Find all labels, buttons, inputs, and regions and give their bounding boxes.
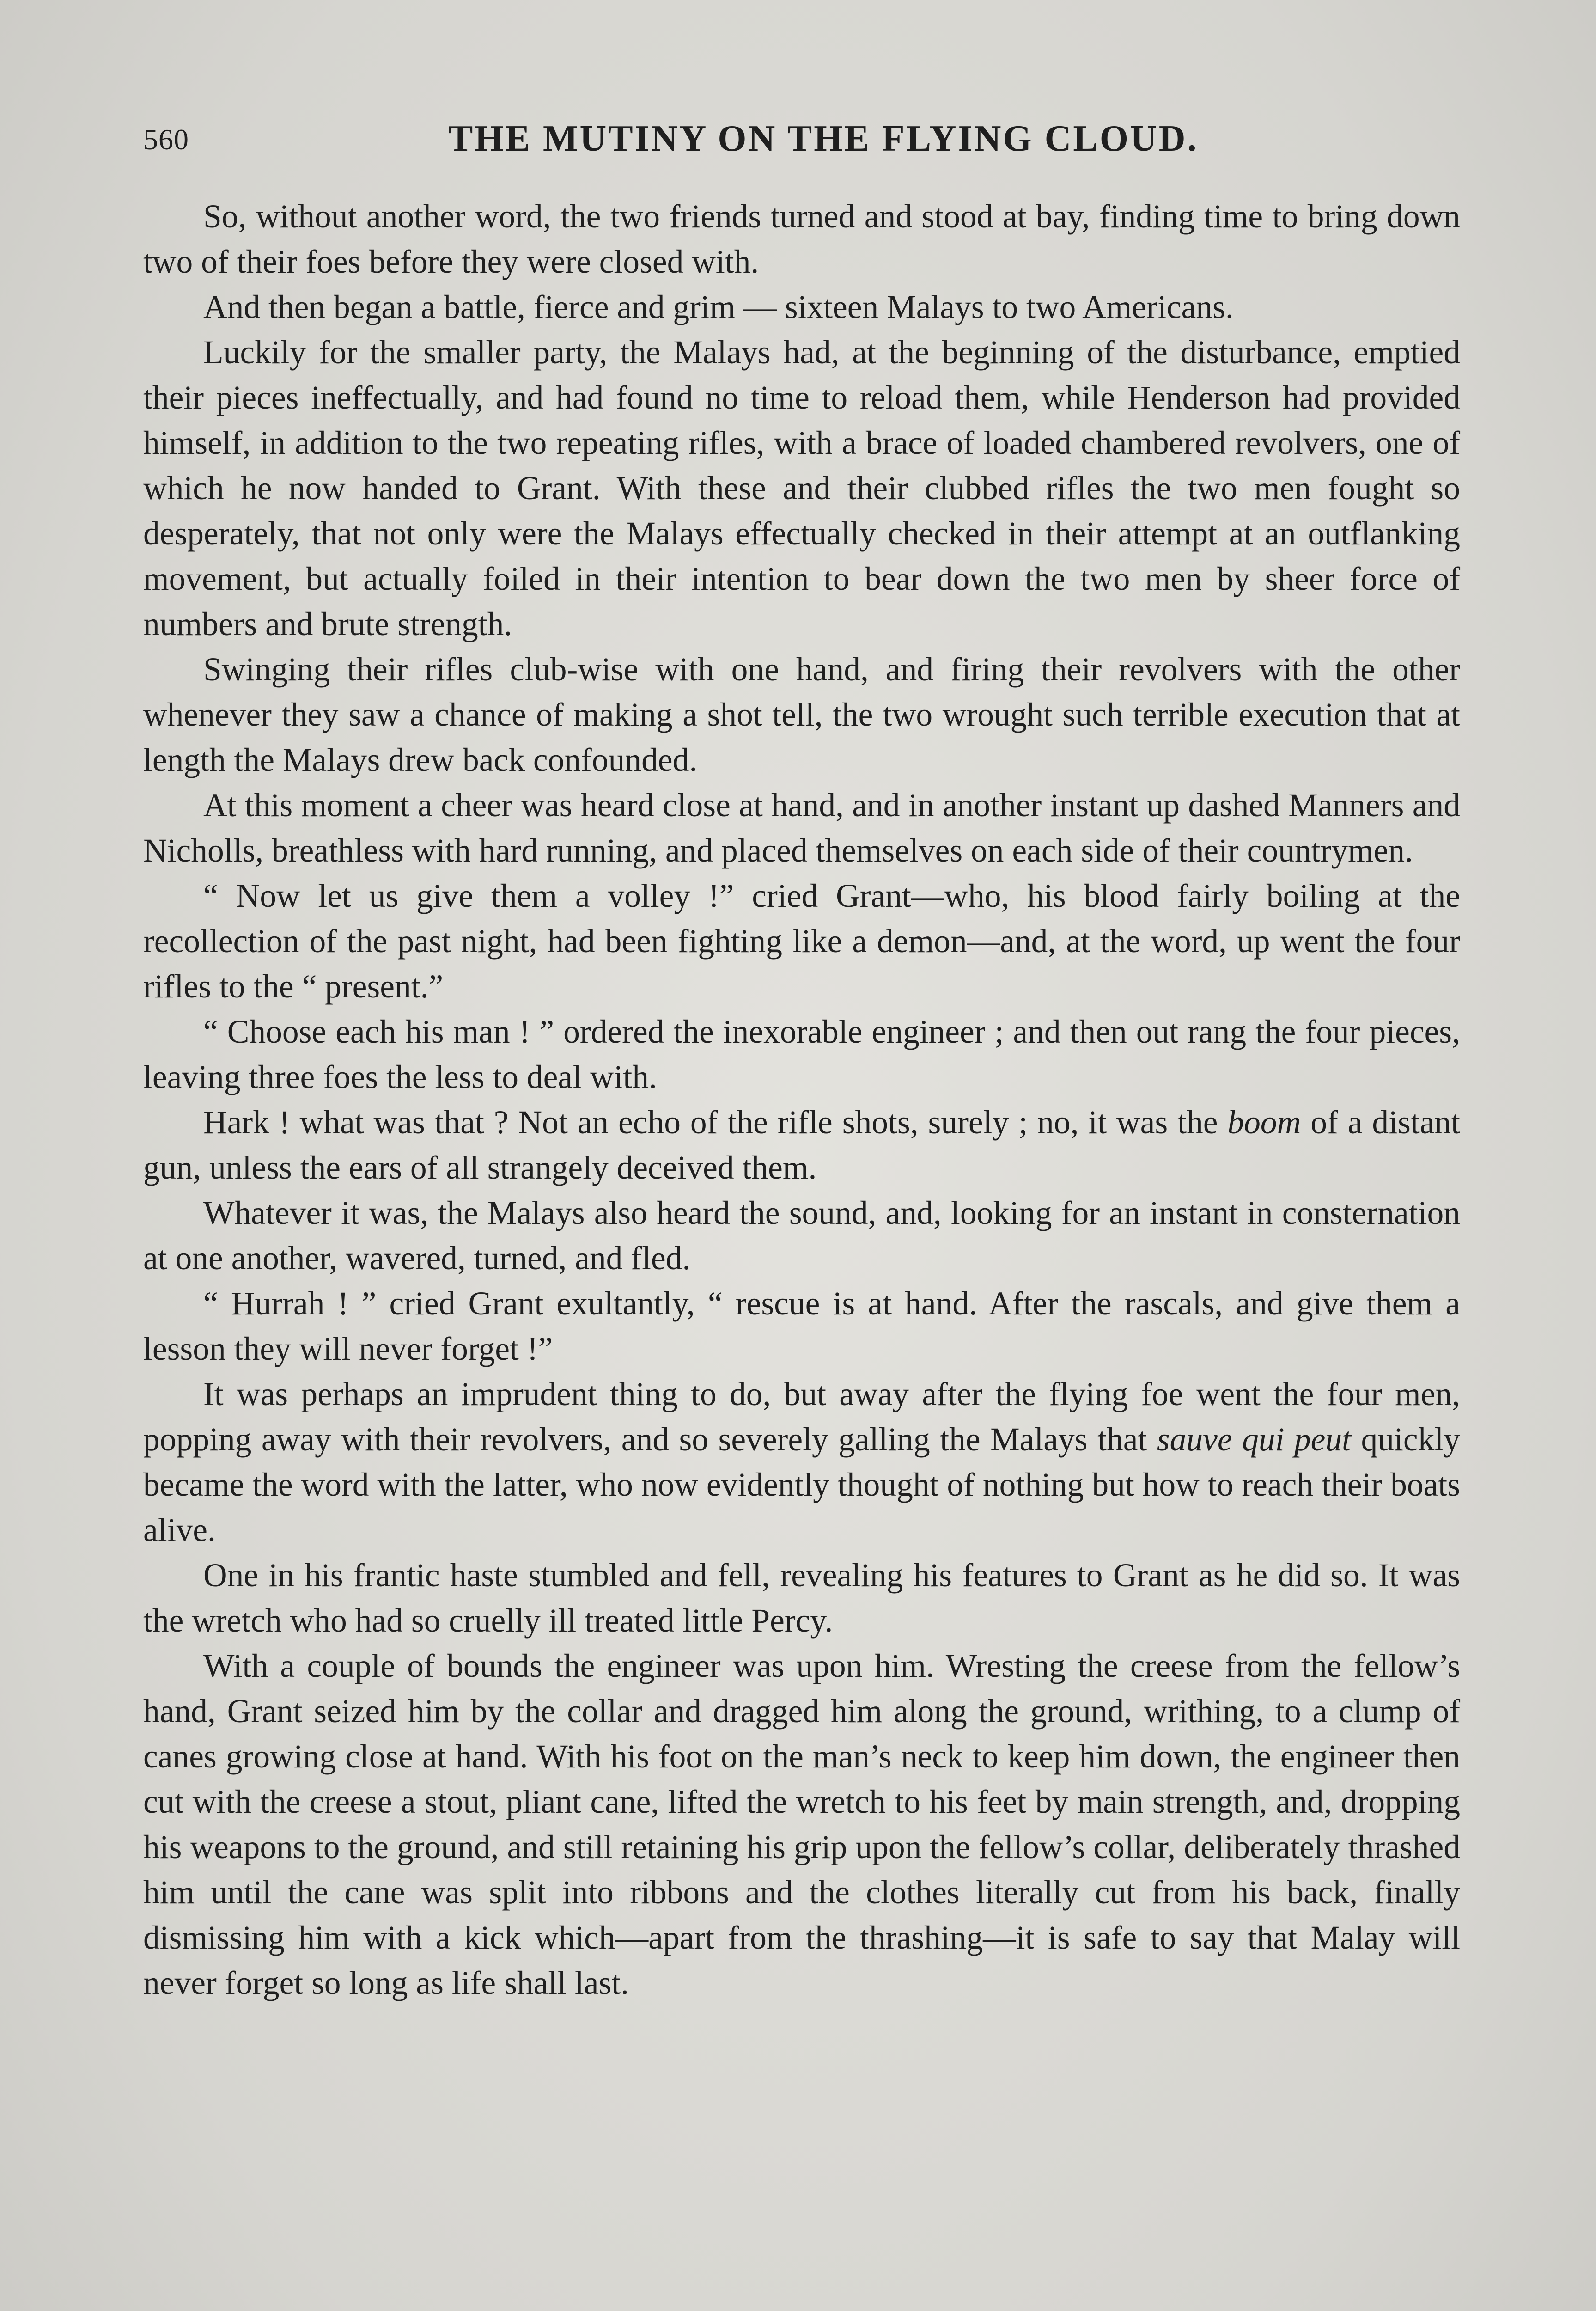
paragraph: “ Hurrah ! ” cried Grant exultantly, “ rescue is at hand. After the rascals, and give them a lesson they will never forget !” <box>143 1285 1460 1367</box>
paragraph: And then began a battle, fierce and grim — sixteen Malays to two Americans. <box>203 289 1234 325</box>
paragraph: “ Choose each his man ! ” ordered the inexorable engineer ; and then out rang the four pieces, leaving three foes the less to deal with. <box>143 1014 1460 1095</box>
italic-text: sauve qui peut <box>1157 1421 1352 1458</box>
paragraph: Swinging their rifles club-wise with one hand, and firing their revolvers with the other whenever they saw a chance of making a shot tell, the two wrought such terrible execution that at length the Malays drew back confounded. <box>143 651 1460 778</box>
paragraph: Whatever it was, the Malays also heard the sound, and, looking for an instant in consternation at one another, wavered, turned, and fled. <box>143 1195 1460 1277</box>
paragraph-text: Hark ! what was that ? Not an echo of the rifle shots, surely ; no, it was the <box>203 1104 1228 1141</box>
paragraph: “ Now let us give them a volley !” cried Grant—who, his blood fairly boiling at the recollection of the past night, had been fighting like a demon—and, at the word, up went the four rifles to the “ present.” <box>143 878 1460 1005</box>
paragraph: So, without another word, the two friends turned and stood at bay, finding time to bring down two of their foes before they were closed with. <box>143 198 1460 280</box>
paragraph: One in his frantic haste stumbled and fell, revealing his features to Grant as he did so. It was the wretch who had so cruelly ill treated little Percy. <box>143 1557 1460 1639</box>
paragraph-text: quickly became the word with the latter, who now evidently thought of nothing but how to reach their boats alive. <box>143 1421 1461 1548</box>
page-number: 560 <box>143 123 189 156</box>
paragraph: Luckily for the smaller party, the Malays had, at the beginning of the disturbance, emptied their pieces ineffectually, and had found no time to reload them, while Henderson had provided himself, in addition to the two repeating rifles, with a brace of loaded chambered revolvers, one of which he now handed to Grant. With these and their clubbed rifles the two men fought so desperately, that not only were the Malays effectually checked in their attempt at an outflanking movement, but actually foiled in their intention to bear down the two men by sheer force of numbers and brute strength. <box>143 334 1460 642</box>
body-text <box>143 194 1460 2006</box>
paragraph-text: It was perhaps an imprudent thing to do, but away after the flying foe went the four men, popping away with their revolvers, and so severely galling the Malays that <box>143 1376 1460 1458</box>
page-header <box>143 118 1460 169</box>
paragraph: At this moment a cheer was heard close at hand, and in another instant up dashed Manners and Nicholls, breathless with hard running, and placed themselves on each side of their countrymen. <box>143 787 1460 869</box>
paragraph <box>143 1372 1460 1553</box>
italic-text: boom <box>1227 1104 1301 1141</box>
paragraph <box>143 1100 1460 1191</box>
paragraph: With a couple of bounds the engineer was upon him. Wresting the creese from the fellow’s hand, Grant seized him by the collar and dragged him along the ground, writhing, to a clump of canes growing close at hand. With his foot on the man’s neck to keep him down, the engineer then cut with the creese a stout, pliant cane, lifted the wretch to his feet by main strength, and, dropping his weapons to the ground, and still retaining his grip upon the fellow’s collar, deliberately thrashed him until the cane was split into ribbons and the clothes literally cut from his back, finally dismissing him with a kick which—apart from the thrashing—it is safe to say that Malay will never forget so long as life shall last. <box>143 1648 1460 2001</box>
running-title: THE MUTINY ON THE FLYING CLOUD. <box>448 118 1199 159</box>
paragraph-text: of a distant gun, unless the ears of all strangely deceived them. <box>143 1104 1461 1186</box>
